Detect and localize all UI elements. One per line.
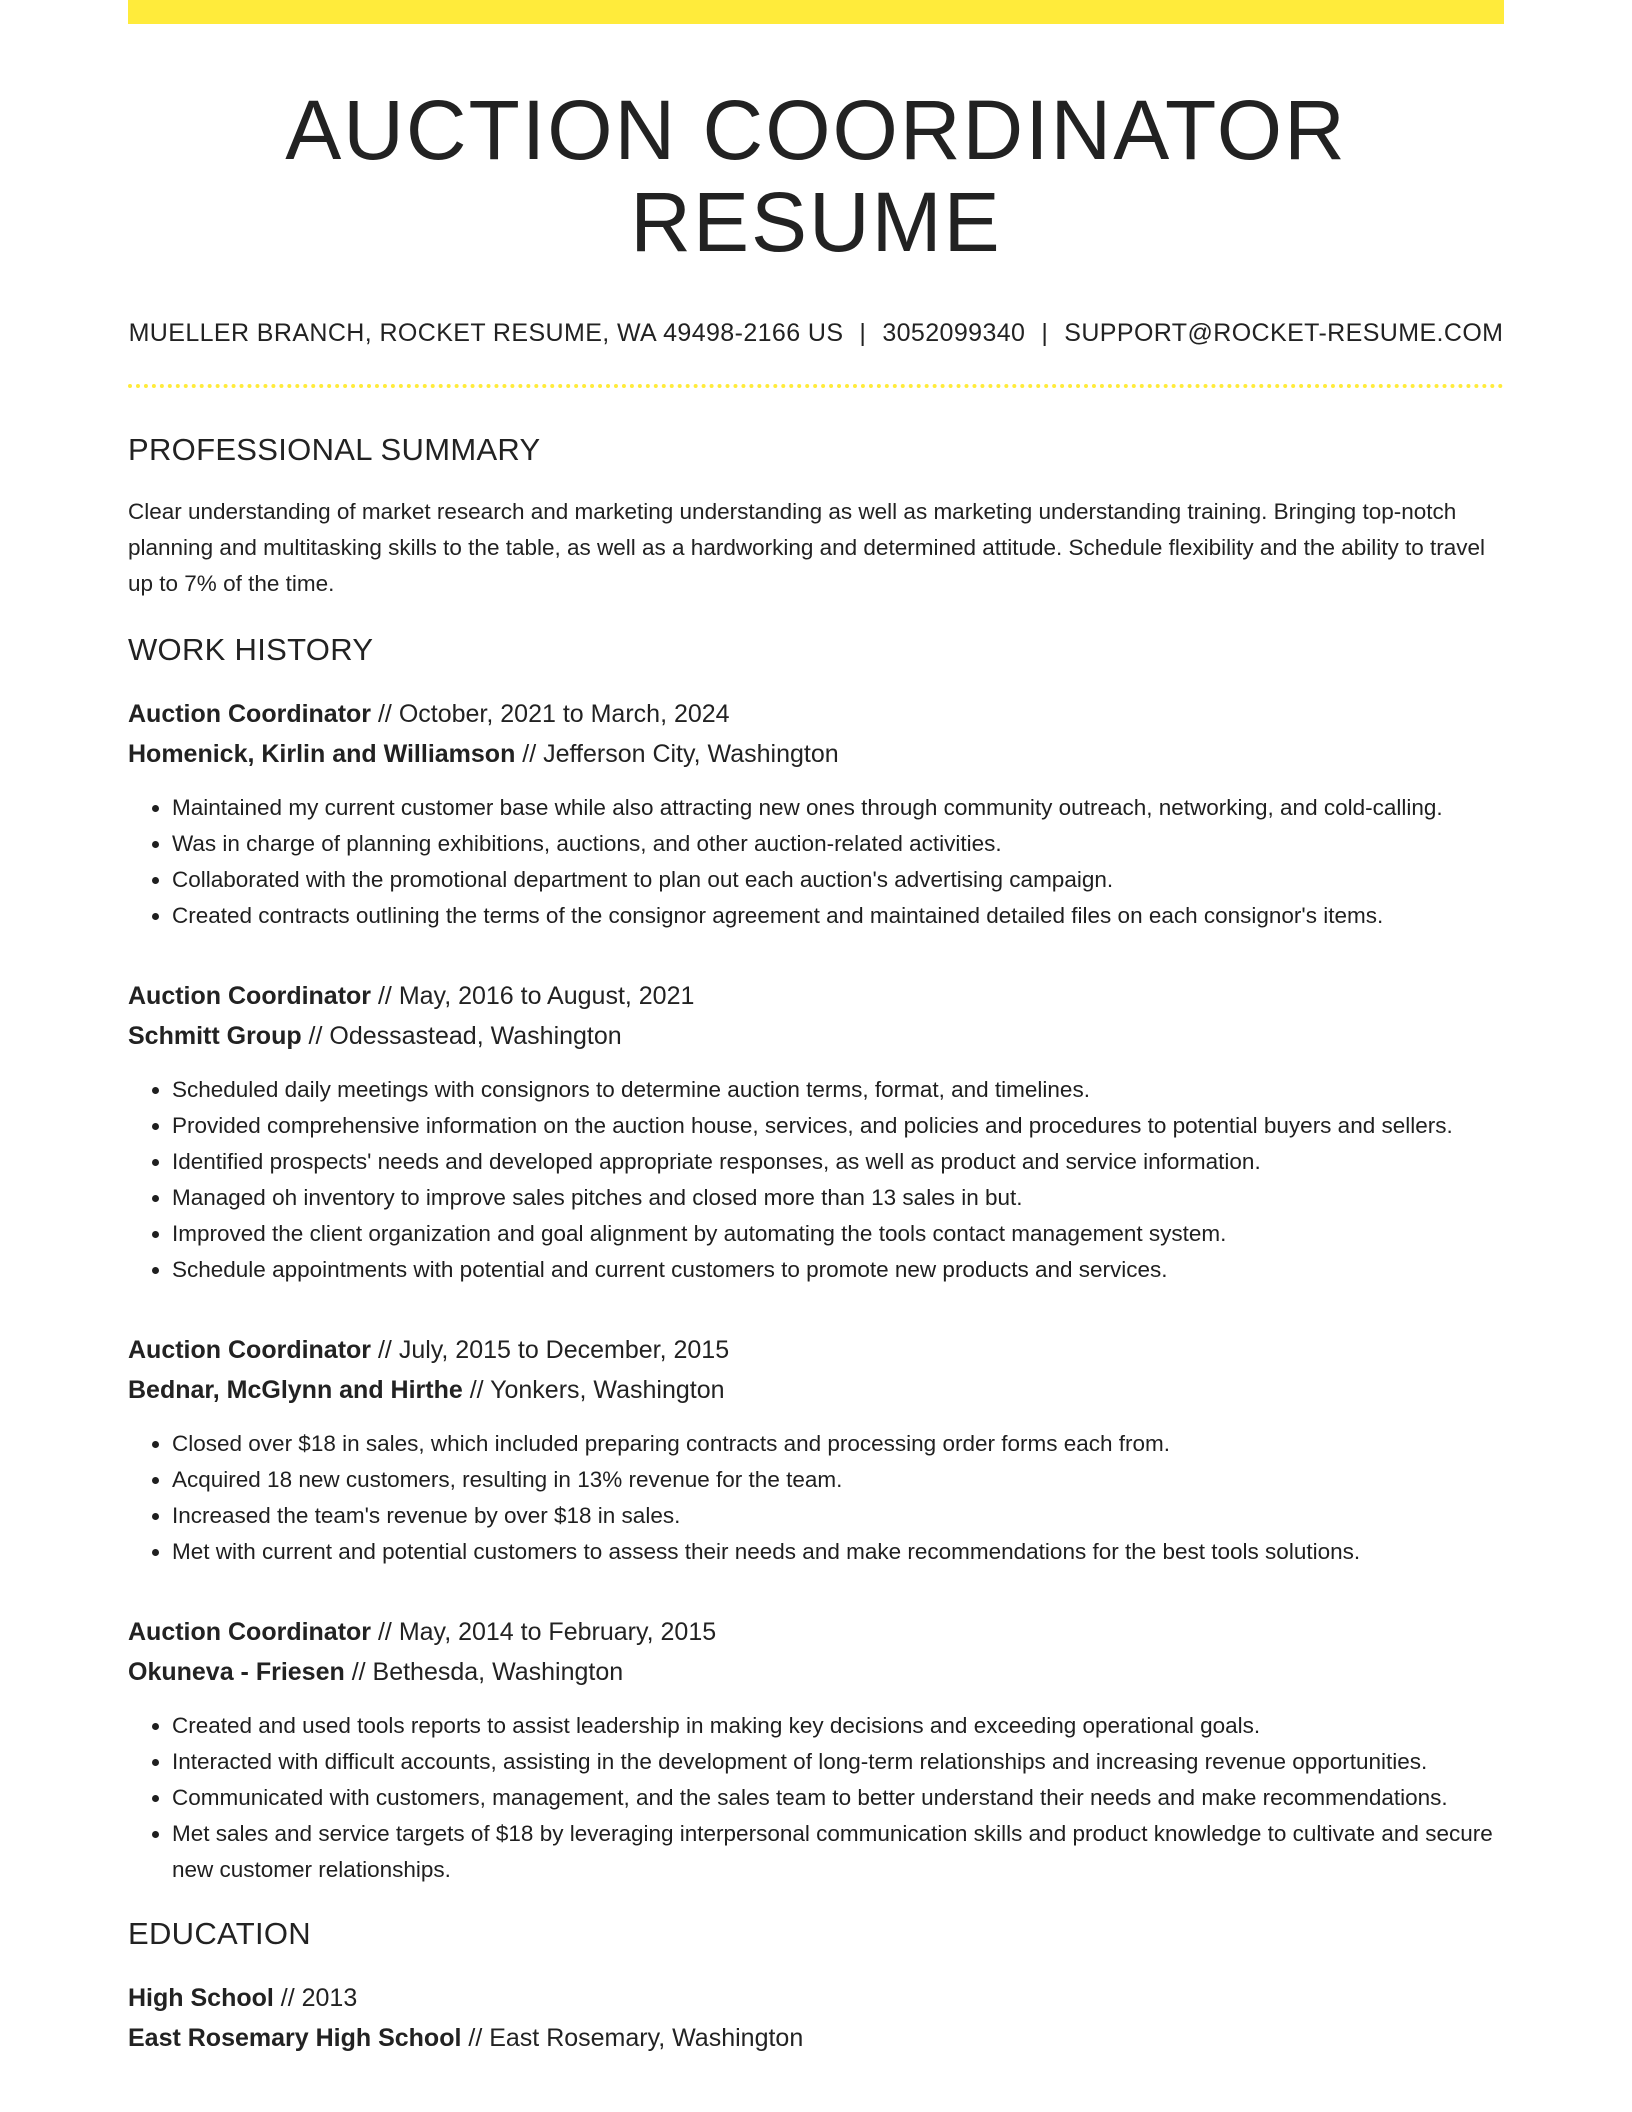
summary-text: Clear understanding of market research and marketing understanding as well as marketing understanding training. Bringing top-notch planning and multitasking skills to the table, as well as a hardworking and determined attitude. Schedule flexibility and the ability to travel up to 7% of the time.	[128, 498, 1486, 596]
page-title: AUCTION COORDINATOR RESUME	[285, 83, 1347, 270]
work-history-heading: WORK HISTORY	[128, 631, 374, 667]
job-title-line	[128, 694, 1504, 734]
job-bullets	[128, 790, 1504, 934]
job-bullet: • Interacted with difficult accounts, assisting in the development of long-term relationships and increasing revenue opportunities.	[172, 1744, 1504, 1780]
job-dates: // May, 2016 to August, 2021	[371, 981, 695, 1010]
job-company-line	[128, 734, 1504, 774]
contact-separator: |	[1041, 318, 1049, 347]
job-bullet: • Scheduled daily meetings with consignors to determine auction terms, format, and timelines.	[172, 1072, 1504, 1108]
job-title: Auction Coordinator	[128, 1617, 372, 1646]
contact-email: SUPPORT@ROCKET-RESUME.COM	[1064, 318, 1504, 347]
job-company: Bednar, McGlynn and Hirthe	[128, 1375, 463, 1404]
job-bullet: • Met sales and service targets of $18 by leveraging interpersonal communication skills and product knowledge to cultivate and secure new customer relationships.	[172, 1816, 1504, 1888]
education-entry	[128, 1978, 1504, 2058]
job-bullet: • Managed oh inventory to improve sales pitches and closed more than 13 sales in but.	[172, 1180, 1504, 1216]
job-dates: // May, 2014 to February, 2015	[371, 1617, 717, 1646]
job-bullet: • Improved the client organization and goal alignment by automating the tools contact management system.	[172, 1216, 1504, 1252]
job-title-line	[128, 976, 1504, 1016]
job-location: // Yonkers, Washington	[462, 1375, 725, 1404]
job-bullets	[128, 1708, 1504, 1888]
contact-phone: 3052099340	[882, 318, 1026, 347]
contact-address: MUELLER BRANCH, ROCKET RESUME, WA 49498-2166 US	[128, 318, 844, 347]
job-company-line	[128, 1652, 1504, 1692]
job-bullets	[128, 1426, 1504, 1570]
education-year: // 2013	[273, 1983, 358, 2012]
dotted-divider	[128, 384, 1504, 388]
education-school-line	[128, 2018, 1504, 2058]
job-bullet: • Met with current and potential customers to assess their needs and make recommendations for the best tools solutions.	[172, 1534, 1504, 1570]
job-dates: // July, 2015 to December, 2015	[371, 1335, 730, 1364]
contact-separator: |	[859, 318, 867, 347]
job-location: // Bethesda, Washington	[344, 1657, 624, 1686]
education-degree: High School	[128, 1983, 274, 2012]
job-entry	[128, 1612, 1504, 1888]
job-location: // Odessastead, Washington	[301, 1021, 622, 1050]
job-title: Auction Coordinator	[128, 699, 372, 728]
education-school: East Rosemary High School	[128, 2023, 462, 2052]
job-company-line	[128, 1016, 1504, 1056]
job-entry	[128, 1330, 1504, 1570]
education-heading: EDUCATION	[128, 1915, 311, 1951]
job-bullet: • Provided comprehensive information on the auction house, services, and policies and procedures to potential buyers and sellers.	[172, 1108, 1504, 1144]
job-bullet: • Increased the team's revenue by over $18 in sales.	[172, 1498, 1504, 1534]
job-title-line	[128, 1330, 1504, 1370]
job-title: Auction Coordinator	[128, 1335, 372, 1364]
job-entry	[128, 694, 1504, 934]
job-location: // Jefferson City, Washington	[515, 739, 839, 768]
job-company: Homenick, Kirlin and Williamson	[128, 739, 516, 768]
job-bullet: • Identified prospects' needs and developed appropriate responses, as well as product and service information.	[172, 1144, 1504, 1180]
job-title: Auction Coordinator	[128, 981, 372, 1010]
job-bullet: • Schedule appointments with potential and current customers to promote new products and services.	[172, 1252, 1504, 1288]
education-location: // East Rosemary, Washington	[461, 2023, 804, 2052]
job-company: Okuneva - Friesen	[128, 1657, 345, 1686]
job-dates: // October, 2021 to March, 2024	[371, 699, 730, 728]
job-bullet: • Acquired 18 new customers, resulting in 13% revenue for the team.	[172, 1462, 1504, 1498]
contact-line	[128, 319, 1504, 348]
job-bullet: • Created contracts outlining the terms of the consignor agreement and maintained detailed files on each consignor's items.	[172, 898, 1504, 934]
job-title-line	[128, 1612, 1504, 1652]
job-bullet: • Was in charge of planning exhibitions, auctions, and other auction-related activities.	[172, 826, 1504, 862]
job-bullet: • Created and used tools reports to assist leadership in making key decisions and exceeding operational goals.	[172, 1708, 1504, 1744]
job-company: Schmitt Group	[128, 1021, 302, 1050]
resume-page	[128, 0, 1504, 2058]
job-entry	[128, 976, 1504, 1288]
job-bullet: • Collaborated with the promotional department to plan out each auction's advertising campaign.	[172, 862, 1504, 898]
job-company-line	[128, 1370, 1504, 1410]
job-bullet: • Communicated with customers, management, and the sales team to better understand their needs and make recommendations.	[172, 1780, 1504, 1816]
job-bullets	[128, 1072, 1504, 1288]
summary-heading: PROFESSIONAL SUMMARY	[128, 431, 541, 467]
top-accent-bar	[128, 0, 1504, 24]
job-bullet: • Maintained my current customer base while also attracting new ones through community outreach, networking, and cold-calling.	[172, 790, 1504, 826]
job-bullet: • Closed over $18 in sales, which included preparing contracts and processing order forms each from.	[172, 1426, 1504, 1462]
education-degree-line	[128, 1978, 1504, 2018]
